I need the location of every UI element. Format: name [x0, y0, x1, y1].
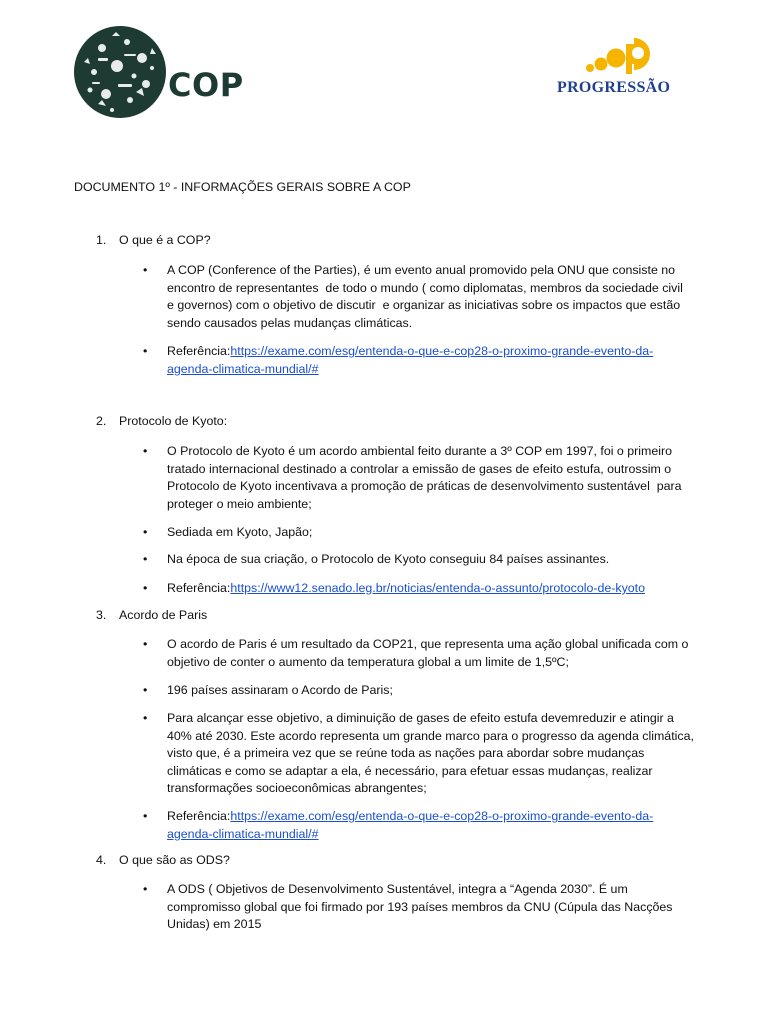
bullet-text: [167, 710, 723, 798]
reference-link[interactable]: https://exame.com/esg/entenda-o-que-e-cop28-o-proximo-grande-evento-da-: [230, 809, 654, 823]
bullet-dot-icon: •: [143, 637, 148, 651]
reference-link[interactable]: agenda-climatica-mundial/#: [167, 361, 319, 376]
text-line: Na época de sua criação, o Protocolo de Kyoto conseguiu 84 países assinantes.: [167, 552, 610, 566]
section-title: O que é a COP?: [119, 233, 211, 247]
bullet-text: [167, 524, 723, 542]
section-title: O que são as ODS?: [119, 853, 230, 867]
text-line: sendo causados pelas mudanças climáticas.: [167, 315, 413, 330]
bullet-text: [167, 343, 723, 378]
text-line: compromisso global que foi firmado por 193 países membros da CNU (Cúpula das Nacções: [167, 899, 673, 914]
text-line: [167, 580, 723, 598]
text-line: 196 países assinaram o Acordo de Paris;: [167, 683, 393, 697]
reference-link[interactable]: agenda-climatica-mundial/#: [167, 826, 319, 841]
reference-link[interactable]: https://www12.senado.leg.br/noticias/entenda-o-assunto/protocolo-de-kyoto: [230, 581, 646, 595]
section-heading: [96, 414, 227, 428]
text-line: objetivo de conter o aumento da temperatura global a um limite de 1,5ºC;: [167, 654, 569, 669]
progressao-logo-text: PROGRESSÃO: [557, 79, 671, 96]
section-title: Protocolo de Kyoto:: [119, 414, 228, 428]
reference-link[interactable]: https://exame.com/esg/entenda-o-que-e-cop28-o-proximo-grande-evento-da-: [230, 344, 654, 358]
text-line: Unidas) em 2015: [167, 917, 262, 931]
text-line: climáticas e como se adaptar a ela, é necessário, para efetuar essas mudanças, realizar: [167, 763, 653, 778]
bullet-dot-icon: •: [143, 809, 148, 823]
bullet-dot-icon: •: [143, 683, 148, 697]
section-heading: [96, 233, 211, 247]
text-line: transformações socioeconômicas abrangentes;: [167, 781, 427, 795]
bullet-dot-icon: •: [143, 581, 148, 595]
section-number: 4.: [96, 853, 107, 867]
reference-label: Referência:: [167, 344, 231, 358]
section-number: 3.: [96, 608, 107, 622]
bullet-dot-icon: •: [143, 444, 148, 458]
text-line: e governos) com o objetivo de discutir e organizar as iniciativas sobre os impactos que estão: [167, 298, 681, 312]
bullet-dot-icon: •: [143, 882, 148, 896]
text-line: 40% até 2030. Este acordo representa um grande marco para o progresso da agenda climática,: [167, 728, 694, 743]
bullet-text: [167, 881, 723, 934]
bullet-dot-icon: •: [143, 344, 148, 358]
cop-logo-text: COP: [168, 66, 244, 104]
bullet-text: [167, 682, 723, 700]
bullet-dot-icon: •: [143, 263, 148, 277]
bullet-text: [167, 808, 723, 843]
text-line: A COP (Conference of the Parties), é um evento anual promovido pela ONU que consiste no: [167, 263, 676, 277]
section-number: 1.: [96, 233, 107, 247]
section-title: Acordo de Paris: [119, 608, 208, 622]
bullet-dot-icon: •: [143, 525, 148, 539]
text-line: [167, 808, 723, 826]
bullet-dot-icon: •: [143, 711, 148, 725]
text-line: tratado internacional destinado a controlar a emissão de gases de efeito estufa, outrossim o: [167, 461, 672, 476]
text-line: [167, 361, 723, 379]
reference-label: Referência:: [167, 581, 231, 595]
text-line: Para alcançar esse objetivo, a diminuição de gases de efeito estufa devemreduzir e atingir a: [167, 711, 674, 725]
reference-label: Referência:: [167, 809, 231, 823]
section-heading: [96, 853, 230, 867]
bullet-text: [167, 551, 723, 569]
text-line: [167, 343, 723, 361]
text-line: proteger o meio ambiente;: [167, 496, 312, 511]
text-line: A ODS ( Objetivos de Desenvolvimento Sustentável, integra a “Agenda 2030”. É um: [167, 882, 628, 896]
text-line: Protocolo de Kyoto incentivava a promoção de práticas de desenvolvimento sustentável para: [167, 479, 682, 493]
bullet-text: [167, 580, 723, 598]
bullet-dot-icon: •: [143, 552, 148, 566]
section-number: 2.: [96, 414, 107, 428]
text-line: [167, 826, 723, 844]
bullet-text: [167, 636, 723, 671]
text-line: visto que, é a primeira vez que se reúne toda as nações para abordar sobre mudanças: [167, 746, 645, 760]
bullet-text: [167, 262, 723, 332]
text-line: encontro de representantes de todo o mundo ( como diplomatas, membros da sociedade civil: [167, 280, 683, 295]
text-line: O acordo de Paris é um resultado da COP21, que representa uma ação global unificada com o: [167, 637, 689, 651]
section-heading: [96, 608, 207, 622]
bullet-text: [167, 443, 723, 513]
text-line: Sediada em Kyoto, Japão;: [167, 525, 313, 539]
document-title: DOCUMENTO 1º - INFORMAÇÕES GERAIS SOBRE A COP: [74, 180, 411, 194]
text-line: O Protocolo de Kyoto é um acordo ambiental feito durante a 3º COP em 1997, foi o primeiro: [167, 444, 673, 458]
